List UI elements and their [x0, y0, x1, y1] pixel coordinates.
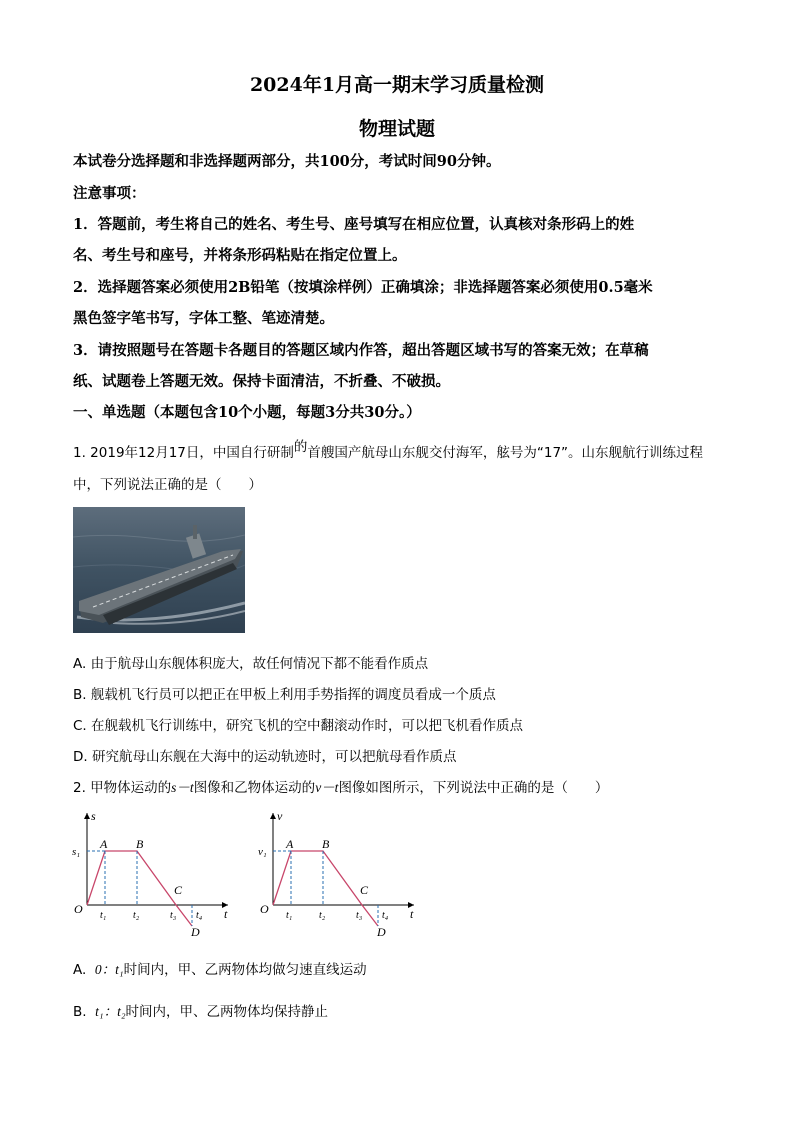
question-1-stem-a: 1. 2019年12月17日，中国自行研制 [73, 445, 294, 461]
v-t-point-b: B [322, 837, 330, 851]
v-t-point-d: D [377, 925, 386, 938]
question-2-option-a-math: 0：t₁ [94, 962, 124, 977]
question-1-stem-b: 首艘国产航母山东舰交付海军，舷号为“17”。山东舰航行训练过程 [307, 445, 704, 461]
page-subtitle: 物理试题 [358, 118, 435, 140]
s-t-origin-label: O [74, 902, 83, 916]
question-2-option-a [73, 958, 367, 978]
question-1-stem-line-2: 中，下列说法正确的是（ ） [73, 477, 262, 493]
v-t-point-c: C [360, 883, 369, 897]
v-t-t4-label: t₄ [382, 910, 389, 921]
page-title: 2024年1月高一期末学习质量检测 [249, 74, 545, 96]
question-2-stem-a: 2. 甲物体运动的 [73, 780, 172, 796]
v-t-v1-label: v₁ [258, 846, 267, 858]
v-t-point-a: A [286, 837, 294, 851]
s-t-t2-label: t₂ [133, 910, 140, 921]
question-1-option-d: D. 研究航母山东舰在大海中的运动轨迹时，可以把航母看作质点 [73, 749, 457, 765]
s-t-t4-label: t₄ [196, 910, 203, 921]
question-2-option-b [73, 1000, 328, 1020]
question-2-stem-c: 图像如图所示，下列说法中正确的是（ ） [338, 780, 609, 796]
question-1-option-b: B. 舰载机飞行员可以把正在甲板上利用手势指挥的调度员看成一个质点 [73, 687, 496, 703]
s-t-point-b: B [136, 837, 144, 851]
s-t-point-a: A [100, 837, 108, 851]
question-1-stem-sup: 的 [293, 439, 308, 455]
intro-text: 本试卷分选择题和非选择题两部分，共100分，考试时间90分钟。 [73, 153, 501, 170]
aircraft-carrier-photo [73, 507, 245, 633]
notice-item-2-line-2: 黑色签字笔书写，字体工整、笔迹清楚。 [73, 310, 334, 327]
question-2-stem [73, 776, 608, 796]
question-2-option-b-label: B. [73, 1004, 87, 1020]
question-2-option-b-text: 时间内，甲、乙两物体均保持静止 [125, 1004, 329, 1020]
question-2-stem-math-st: s－t [171, 780, 194, 795]
notice-item-1-line-2: 名、考生号和座号，并将条形码粘贴在指定位置上。 [73, 247, 407, 264]
v-t-y-label: v [277, 809, 283, 823]
v-t-t3-label: t₃ [356, 910, 363, 921]
question-1-stem [73, 441, 703, 461]
section-heading: 一、单选题（本题包含10个小题，每题3分共30分。） [73, 404, 421, 421]
question-2-option-a-text: 时间内，甲、乙两物体均做匀速直线运动 [123, 962, 367, 978]
s-t-y-label: s [91, 809, 96, 823]
s-t-t3-label: t₃ [170, 910, 177, 921]
notice-heading: 注意事项： [73, 185, 146, 202]
notice-item-3-line-1: 3．请按照题号在答题卡各题目的答题区域内作答，超出答题区域书写的答案无效；在草稿 [73, 342, 649, 359]
s-t-point-d: D [191, 925, 200, 938]
s-t-t1-label: t₁ [100, 910, 107, 921]
v-t-origin-label: O [260, 902, 269, 916]
question-2-stem-math-vt: v－t [315, 780, 339, 795]
question-2-option-a-label: A. [73, 962, 87, 978]
s-t-x-label: t [224, 907, 228, 921]
question-2-stem-b: 图像和乙物体运动的 [193, 780, 316, 796]
notice-item-3-line-2: 纸、试题卷上答题无效。保持卡面清洁，不折叠、不破损。 [73, 373, 450, 390]
s-t-graph [70, 808, 240, 938]
v-t-t2-label: t₂ [319, 910, 326, 921]
v-t-graph [256, 808, 426, 938]
notice-item-2-line-1: 2．选择题答案必须使用2B铅笔（按填涂样例）正确填涂；非选择题答案必须使用0.5毫米 [73, 279, 653, 296]
notice-item-1-line-1: 1．答题前，考生将自己的姓名、考生号、座号填写在相应位置，认真核对条形码上的姓 [73, 216, 635, 233]
v-t-x-label: t [410, 907, 414, 921]
question-1-option-c: C. 在舰载机飞行训练中，研究飞机的空中翻滚动作时，可以把飞机看作质点 [73, 718, 524, 734]
s-t-point-c: C [174, 883, 183, 897]
v-t-t1-label: t₁ [286, 910, 293, 921]
s-t-s1-label: s₁ [72, 846, 81, 858]
question-1-option-a: A. 由于航母山东舰体积庞大，故任何情况下都不能看作质点 [73, 656, 429, 672]
question-2-option-b-math: t₁：t₂ [95, 1004, 126, 1019]
